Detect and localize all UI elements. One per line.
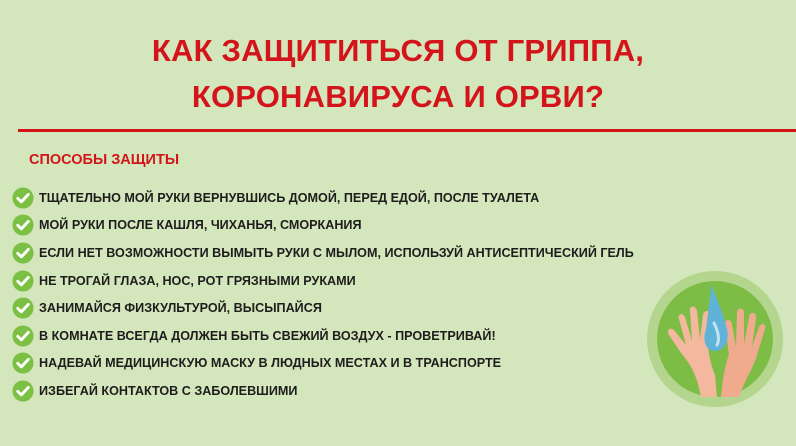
checkmark-icon [12, 242, 34, 264]
title-line-1: КАК ЗАЩИТИТЬСЯ ОТ ГРИППА, [151, 33, 645, 68]
list-item-text: ЕСЛИ НЕТ ВОЗМОЖНОСТИ ВЫМЫТЬ РУКИ С МЫЛОМ, ИСПОЛЬЗУЙ АНТИСЕПТИЧЕСКИЙ ГЕЛЬ [39, 245, 634, 260]
checkmark-icon [12, 270, 34, 292]
checkmark-icon [12, 380, 34, 402]
list-item [12, 350, 634, 378]
list-item [12, 322, 634, 350]
checkmark-icon [12, 297, 34, 319]
list-item [12, 239, 634, 267]
list-item-text: ИЗБЕГАЙ КОНТАКТОВ С ЗАБОЛЕВШИМИ [39, 383, 298, 398]
checkmark-icon [12, 352, 34, 374]
title-line-2: КОРОНАВИРУСА И ОРВИ? [191, 79, 605, 114]
hands-sanitizer-icon [645, 269, 785, 409]
list-item-text: В КОМНАТЕ ВСЕГДА ДОЛЖЕН БЫТЬ СВЕЖИЙ ВОЗДУХ - ПРОВЕТРИВАЙ! [39, 328, 496, 343]
list-item-text: НАДЕВАЙ МЕДИЦИНСКУЮ МАСКУ В ЛЮДНЫХ МЕСТАХ И В ТРАНСПОРТЕ [39, 356, 502, 371]
list-item-text: ТЩАТЕЛЬНО МОЙ РУКИ ВЕРНУВШИСЬ ДОМОЙ, ПЕРЕД ЕДОЙ, ПОСЛЕ ТУАЛЕТА [39, 190, 540, 205]
list-item [12, 294, 634, 322]
checkmark-icon [12, 325, 34, 347]
list-item [12, 184, 634, 212]
list-item [12, 267, 634, 295]
checkmark-icon [12, 214, 34, 236]
divider [18, 129, 796, 132]
list-item-text: МОЙ РУКИ ПОСЛЕ КАШЛЯ, ЧИХАНЬЯ, СМОРКАНИЯ [39, 218, 362, 233]
checkmark-icon [12, 187, 34, 209]
page-title [0, 28, 796, 120]
list-item [12, 212, 634, 240]
protection-list [12, 184, 634, 405]
list-item [12, 377, 634, 405]
list-item-text: ЗАНИМАЙСЯ ФИЗКУЛЬТУРОЙ, ВЫСЫПАЙСЯ [39, 301, 322, 316]
section-title: СПОСОБЫ ЗАЩИТЫ [29, 152, 180, 168]
list-item-text: НЕ ТРОГАЙ ГЛАЗА, НОС, РОТ ГРЯЗНЫМИ РУКАМИ [39, 273, 356, 288]
